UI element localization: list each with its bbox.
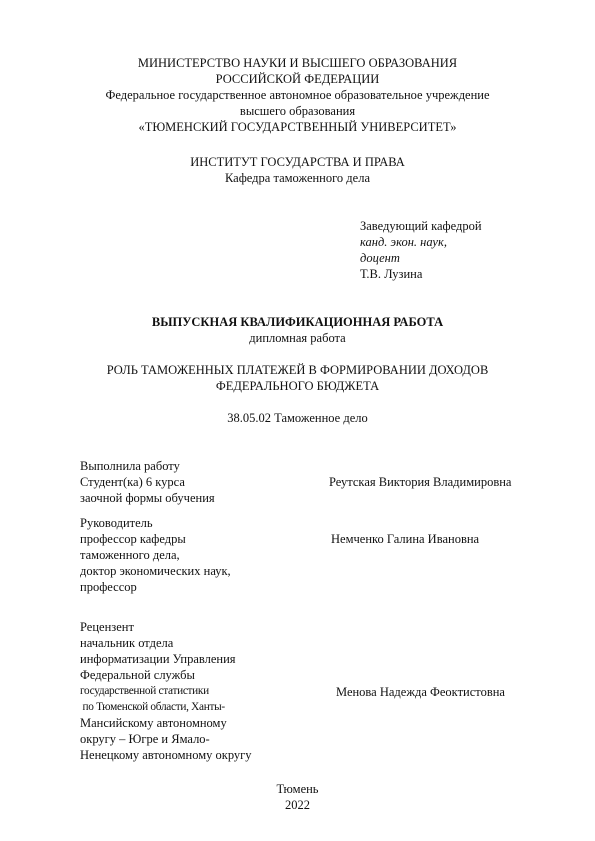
student-role-line: Студент(ка) 6 курса — [80, 475, 185, 489]
reviewer-role-line: Федеральной службы — [80, 668, 195, 682]
reviewer-role-line: Рецензент — [80, 620, 134, 634]
ministry-line: МИНИСТЕРСТВО НАУКИ И ВЫСШЕГО ОБРАЗОВАНИЯ — [137, 56, 458, 70]
reviewer-role-line: округу – Югре и Ямало- — [80, 732, 210, 746]
supervisor-role-line: Руководитель — [80, 516, 153, 530]
university-name: «ТЮМЕНСКИЙ ГОСУДАРСТВЕННЫЙ УНИВЕРСИТЕТ» — [138, 120, 457, 134]
supervisor-role-line: профессор — [80, 580, 137, 594]
education-level-line: высшего образования — [239, 104, 356, 118]
footer-block — [0, 781, 595, 813]
specialty: 38.05.02 Таможенное дело — [227, 411, 368, 425]
student-name: Реутская Виктория Владимировна — [329, 475, 512, 489]
header-block — [0, 55, 595, 135]
reviewer-role-line: информатизации Управления — [80, 652, 236, 666]
supervisor-role-line: доктор экономических наук, — [80, 564, 231, 578]
reviewer-role-block — [80, 619, 252, 763]
federation-line: РОССИЙСКОЙ ФЕДЕРАЦИИ — [215, 72, 380, 86]
work-subtype: дипломная работа — [249, 331, 346, 345]
approval-block — [360, 218, 482, 282]
city: Тюмень — [276, 782, 319, 796]
department-name: Кафедра таможенного дела — [224, 171, 371, 185]
reviewer-role-line: Ненецкому автономному округу — [80, 748, 252, 762]
reviewer-role-line: начальник отдела — [80, 636, 174, 650]
work-title-line1: РОЛЬ ТАМОЖЕННЫХ ПЛАТЕЖЕЙ В ФОРМИРОВАНИИ ДОХОДОВ — [106, 363, 489, 377]
approval-degree: канд. экон. наук, — [360, 235, 447, 249]
work-type: ВЫПУСКНАЯ КВАЛИФИКАЦИОННАЯ РАБОТА — [151, 315, 444, 329]
work-title-block — [0, 362, 595, 394]
student-role-line: заочной формы обучения — [80, 491, 215, 505]
institution-type-line: Федеральное государственное автономное образовательное учреждение — [105, 88, 490, 102]
approval-name: Т.В. Лузина — [360, 267, 423, 281]
reviewer-role-line: государственной статистики — [80, 685, 209, 697]
work-title-line2: ФЕДЕРАЛЬНОГО БЮДЖЕТА — [215, 379, 380, 393]
supervisor-role-line: таможенного дела, — [80, 548, 180, 562]
institute-block — [0, 154, 595, 186]
work-type-block — [0, 314, 595, 346]
student-role-line: Выполнила работу — [80, 459, 180, 473]
supervisor-role-block — [80, 515, 231, 595]
reviewer-role-line: Мансийскому автономному — [80, 716, 227, 730]
reviewer-role-line: по Тюменской области, Ханты- — [80, 701, 225, 713]
approval-title: доцент — [360, 251, 400, 265]
supervisor-name: Немченко Галина Ивановна — [331, 532, 480, 546]
year: 2022 — [285, 798, 310, 812]
reviewer-name: Менова Надежда Феоктистовна — [336, 685, 505, 699]
specialty-block — [0, 410, 595, 426]
institute-name: ИНСТИТУТ ГОСУДАРСТВА И ПРАВА — [190, 155, 405, 169]
approval-position: Заведующий кафедрой — [360, 219, 482, 233]
supervisor-role-line: профессор кафедры — [80, 532, 186, 546]
student-role-block — [80, 458, 215, 506]
